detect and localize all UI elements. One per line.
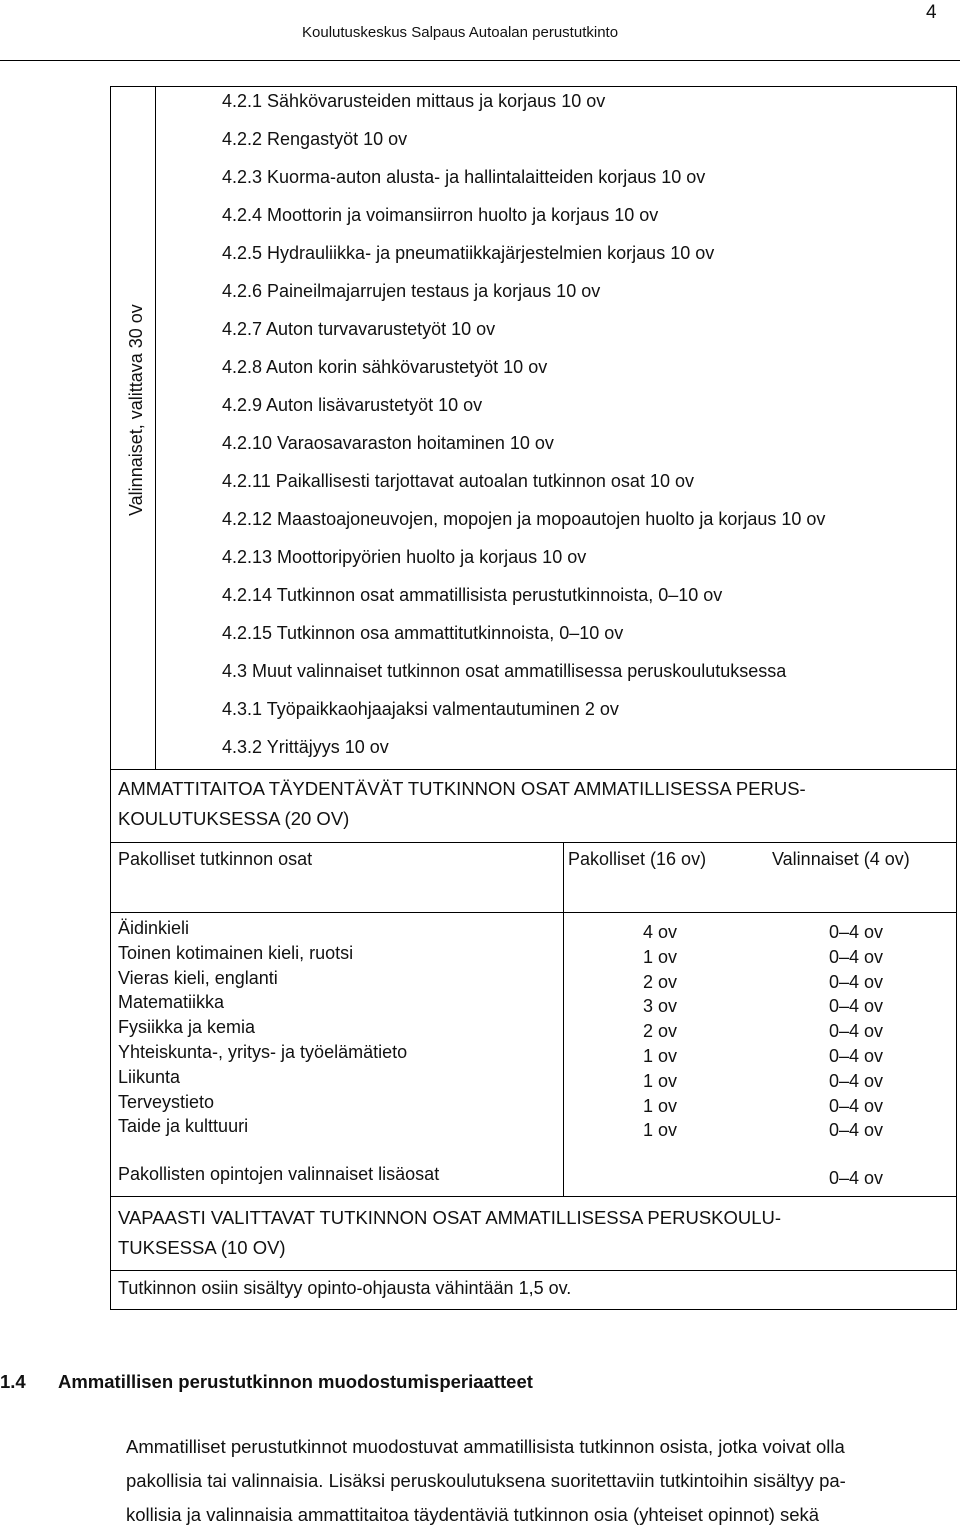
elective-credits: 0–4 ov [828,1070,884,1091]
list-item: 4.2.1 Sähkövarusteiden mittaus ja korjaus 10 ov [222,91,606,111]
list-item: 4.2.8 Auton korin sähkövarustetyöt 10 ov [222,357,548,377]
mandatory-credits: 1 ov [642,1070,678,1091]
elective-credits: 0–4 ov [828,1045,884,1066]
column-header-mandatory: Pakolliset (16 ov) [568,849,707,869]
subject-list [118,916,407,1139]
header-rule [0,60,960,61]
elective-credits: 0–4 ov [828,922,884,942]
mandatory-credits: 1 ov [642,1095,678,1116]
list-item: 4.2.13 Moottoripyörien huolto ja korjaus 10 ov [222,547,587,567]
section-paragraph [126,1430,960,1532]
elective-credits: 0–4 ov [828,946,884,967]
list-item: 4.2.7 Auton turvavarustetyöt 10 ov [222,319,496,339]
free-choice-top-rule [110,1196,957,1197]
running-header: Koulutuskeskus Salpaus Autoalan perustutkinto [302,24,619,41]
subject-name: Äidinkieli [118,918,190,938]
elective-credits: 0–4 ov [828,1120,884,1141]
mandatory-credits: 2 ov [642,971,678,992]
subject-name: Matematiikka [118,992,225,1013]
supplementary-title-line-1: AMMATTITAITOA TÄYDENTÄVÄT TUTKINNON OSAT AMMATILLISESSA PERUS- [118,778,806,799]
paragraph-line-1: Ammatilliset perustutkinnot muodostuvat ammatillisista tutkinnon osista, jotka voivat olla [126,1436,845,1457]
elective-credit-list [806,920,906,1143]
column-divider [563,842,564,1196]
mandatory-credits: 3 ov [642,996,678,1017]
mandatory-credits: 4 ov [642,922,678,942]
free-choice-title [118,1203,781,1263]
page-number: 4 [926,2,937,23]
supplementary-title [118,774,806,834]
supplementary-title-line-2: KOULUTUKSESSA (20 OV) [118,808,350,829]
elective-credits: 0–4 ov [828,1021,884,1042]
column-header-subject: Pakolliset tutkinnon osat [118,849,313,869]
elective-credits: 0–4 ov [828,1095,884,1116]
section-title: Ammatillisen perustutkinnon muodostumisperiaatteet [58,1371,533,1392]
list-item: 4.2.9 Auton lisävarustetyöt 10 ov [222,395,483,415]
extra-row-subject: Pakollisten opintojen valinnaiset lisäosat [118,1164,440,1184]
mandatory-credit-list [620,920,700,1143]
supplementary-title-rule [110,842,957,843]
free-choice-title-line-2: TUKSESSA (10 OV) [118,1237,286,1258]
guidance-note: Tutkinnon osiin sisältyy opinto-ohjausta vähintään 1,5 ov. [118,1278,572,1298]
subject-name: Vieras kieli, englanti [118,967,278,988]
subject-name: Taide ja kulttuuri [118,1116,249,1137]
paragraph-line-2: pakollisia tai valinnaisia. Lisäksi peruskoulutuksena suoritettaviin tutkintoihin sisältyy pa- [126,1470,846,1491]
extra-row-elective: 0–4 ov [828,1168,884,1188]
section-number: 1.4 [0,1371,26,1392]
list-item: 4.2.14 Tutkinnon osat ammatillisista perustutkinnoista, 0–10 ov [222,585,723,605]
elective-credits: 0–4 ov [828,971,884,992]
electives-side-label: Valinnaiset, valittava 30 ov [126,304,146,516]
subject-name: Terveystieto [118,1091,215,1112]
list-item: 4.2.12 Maastoajoneuvojen, mopojen ja mopoautojen huolto ja korjaus 10 ov [222,509,826,529]
section-heading [0,1371,533,1393]
mandatory-credits: 1 ov [642,946,678,967]
list-item: 4.2.2 Rengastyöt 10 ov [222,129,408,149]
elective-module-list [222,88,825,772]
paragraph-line-3: kollisia ja valinnaisia ammattitaitoa täydentäviä tutkinnon osia (yhteiset opinnot) sekä [126,1504,820,1525]
subject-name: Toinen kotimainen kieli, ruotsi [118,942,354,963]
list-item: 4.2.15 Tutkinnon osa ammattitutkinnoista, 0–10 ov [222,623,624,643]
list-item: 4.2.11 Paikallisesti tarjottavat autoalan tutkinnon osat 10 ov [222,471,694,491]
elective-credits: 0–4 ov [828,996,884,1017]
subject-name: Yhteiskunta-, yritys- ja työelämätieto [118,1041,408,1062]
list-item: 4.2.5 Hydrauliikka- ja pneumatiikkajärjestelmien korjaus 10 ov [222,243,715,263]
subject-name: Liikunta [118,1066,181,1087]
list-item: 4.3 Muut valinnaiset tutkinnon osat ammatillisessa peruskoulutuksessa [222,661,787,681]
column-header-rule [110,912,957,913]
list-item: 4.3.2 Yrittäjyys 10 ov [222,737,389,757]
mandatory-credits: 1 ov [642,1120,678,1141]
column-header-elective: Valinnaiset (4 ov) [772,849,910,869]
mandatory-credits: 1 ov [642,1045,678,1066]
subject-name: Fysiikka ja kemia [118,1017,256,1038]
list-item: 4.2.6 Paineilmajarrujen testaus ja korjaus 10 ov [222,281,601,301]
free-choice-title-line-1: VAPAASTI VALITTAVAT TUTKINNON OSAT AMMATILLISESSA PERUSKOULU- [118,1207,782,1228]
mandatory-credits: 2 ov [642,1021,678,1042]
list-item: 4.2.4 Moottorin ja voimansiirron huolto ja korjaus 10 ov [222,205,659,225]
list-item: 4.2.10 Varaosavaraston hoitaminen 10 ov [222,433,554,453]
side-column-divider [155,86,156,770]
guidance-rule [110,1270,957,1271]
list-item: 4.2.3 Kuorma-auton alusta- ja hallintalaitteiden korjaus 10 ov [222,167,706,187]
list-item: 4.3.1 Työpaikkaohjaajaksi valmentautuminen 2 ov [222,699,619,719]
